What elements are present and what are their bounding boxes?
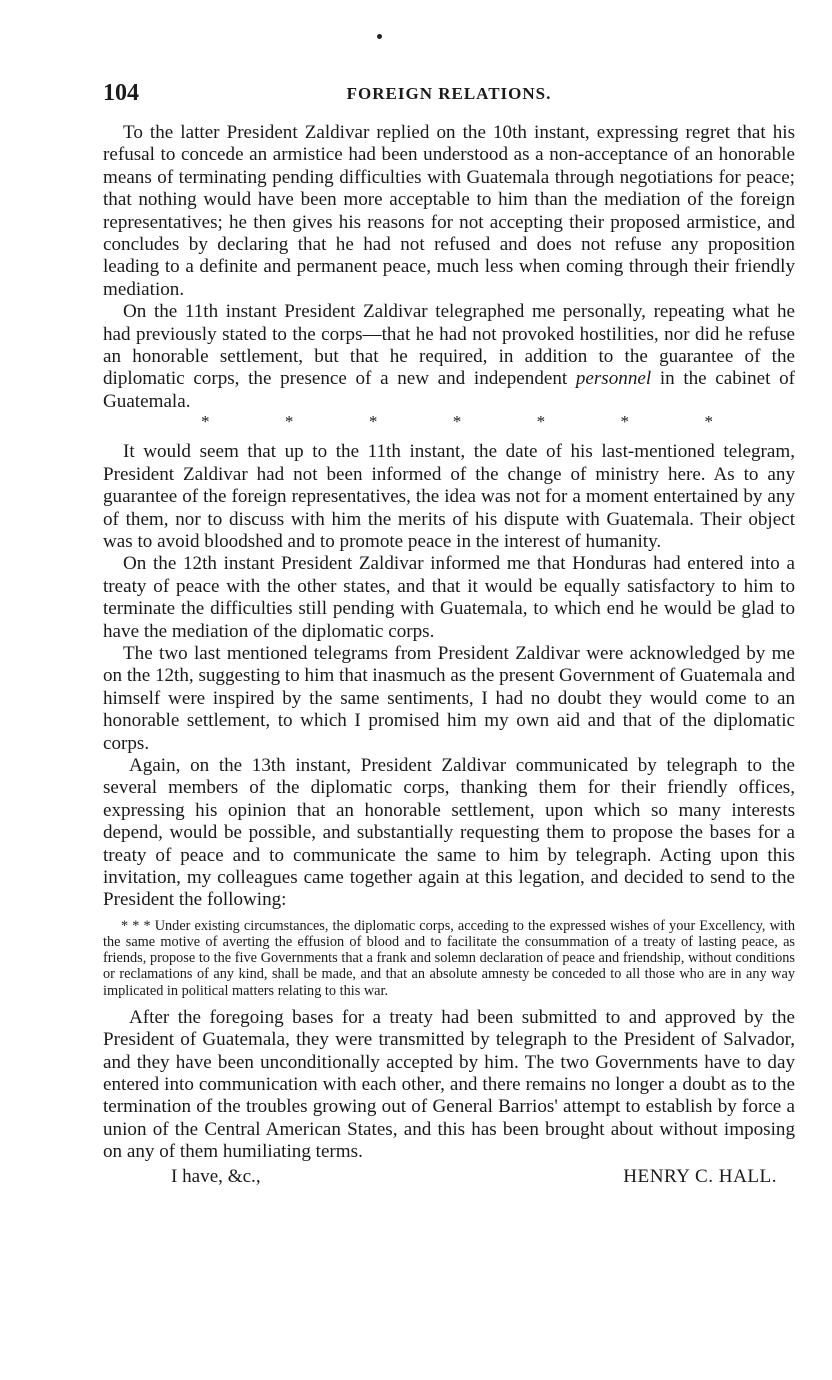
body-text bbox=[103, 122, 795, 1192]
italic-personnel: personnel bbox=[575, 368, 652, 390]
signature: HENRY C. HALL. bbox=[623, 1165, 777, 1187]
star: * bbox=[536, 412, 546, 432]
paragraph-telegrams-acknowledged: The two last mentioned telegrams from President Zaldivar were acknowledged by me on the 12th, suggesting to him that inasmuch as the present Government of Guatemala and himself were inspired by the same sentiments, I had no doubt they would come to an honorable settlement, to which I promised him my own aid and that of the diplomatic corps. bbox=[103, 642, 795, 754]
paragraph-zaldivar-reply: To the latter President Zaldivar replied on the 10th instant, expressing regret that his refusal to concede an armistice had been understood as a non-acceptance of an honorable means of terminating pending difficulties with Guatemala through negotiations for peace; that nothing would have been more acceptable to him than the mediation of the foreign representatives; he then gives his reasons for not accepting their proposed armistice, and concludes by declaring that he had not refused and does not refuse any proposition leading to a definite and permanent peace, much less when coming through their friendly mediation. bbox=[103, 122, 795, 300]
closing-phrase: I have, &c., bbox=[171, 1165, 261, 1187]
star: * bbox=[284, 412, 294, 432]
paragraph-12th-instant: On the 12th instant President Zaldivar informed me that Honduras had entered into a treaty of peace with the other states, and that it would be equally satisfactory to him to terminate the difficulties still pending with Guatemala, to which end he would be glad to have the mediation of the diplomatic corps. bbox=[103, 553, 795, 642]
block-quote bbox=[103, 918, 795, 999]
signoff bbox=[103, 1166, 795, 1192]
paragraph-13th-instant: Again, on the 13th instant, President Zaldivar communicated by telegraph to the several members of the diplomatic corps, thanking them for their friendly offices, expressing his opinion that an honorable settlement, upon which so many interests depend, would be possible, and substantially requesting them to propose the bases for a treaty of peace and to communicate the same to him by telegraph. Acting upon this invitation, my colleagues came together again at this legation, and decided to send to the President the following: bbox=[103, 754, 795, 911]
page-header bbox=[103, 80, 795, 106]
page-number: 104 bbox=[103, 80, 139, 106]
star: * bbox=[704, 412, 713, 432]
star: * bbox=[368, 412, 378, 432]
ink-speck bbox=[377, 34, 382, 39]
paragraph-ministry-change: It would seem that up to the 11th instant, the date of his last-mentioned telegram, President Zaldivar had not been informed of the change of ministry here. As to any guarantee of the foreign representatives, the idea was not for a moment entertained by any of them, nor to discuss with him the merits of his dispute with Guatemala. Their object was to avoid bloodshed and to promote peace in the interest of humanity. bbox=[103, 441, 795, 552]
star: * bbox=[201, 412, 210, 432]
running-title: FOREIGN RELATIONS. bbox=[346, 84, 552, 103]
ellipsis-stars bbox=[103, 413, 795, 435]
star: * bbox=[620, 412, 630, 432]
paragraph-bases-accepted: After the foregoing bases for a treaty had been submitted to and approved by the President of Guatemala, they were transmitted by telegraph to the President of Salvador, and they have been unconditionally accepted by him. The two Governments have to day entered into communication with each other, and there remains no longer a doubt as to the termination of the troubles growing out of General Barrios' attempt to establish by force a union of the Central American States, and this has been brought about without imposing on any of them humiliating terms. bbox=[103, 1006, 795, 1163]
paragraph-11th-text-end: in the cabinet of Guatemala. bbox=[103, 368, 795, 412]
paragraph-11th-telegram bbox=[103, 301, 795, 413]
quote-text: * * * Under existing circumstances, the diplomatic corps, acceding to the expressed wishes of your Excellency, with the same motive of averting the effusion of blood and to facilitate the consummation of a treaty of lasting peace, as friends, propose to the five Governments that a frank and solemn declaration of peace and friendship, without conditions or reclamations of any kind, shall be made, and that an absolute amnesty be conceded to all those who are in any way implicated in political matters relating to this war. bbox=[103, 917, 795, 999]
paragraph-11th-text: On the 11th instant President Zaldivar telegraphed me personally, repeating what he had previously stated to the corps—that he had not provoked hostilities, nor did he refuse an honorable settlement, but that he required, in addition to the guarantee of the diplomatic corps, the presence of a new and independent bbox=[103, 301, 795, 390]
star: * bbox=[452, 412, 462, 432]
